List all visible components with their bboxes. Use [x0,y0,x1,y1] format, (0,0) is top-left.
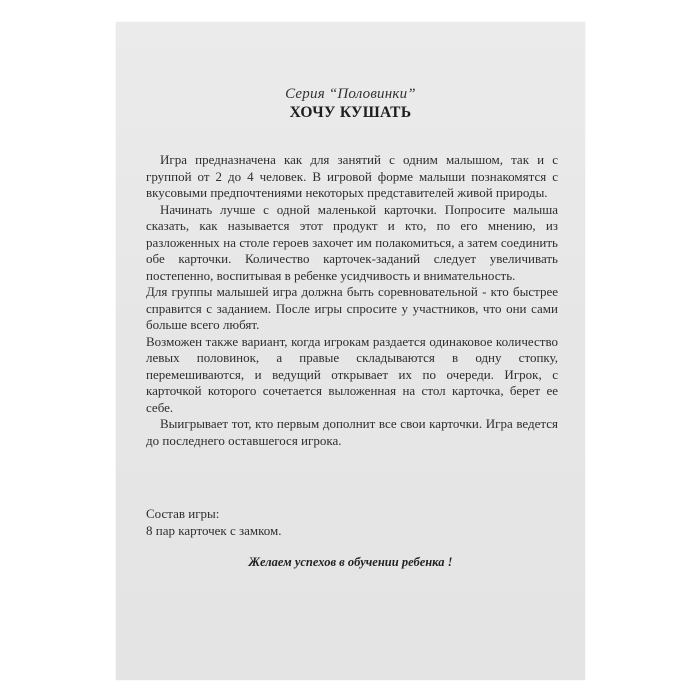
closing-wish: Желаем успехов в обучении ребенка ! [248,555,453,569]
instruction-sheet [116,22,585,680]
instructions-body [146,152,558,449]
paragraph-group: Для группы малышей игра должна быть соревновательной - кто быстрее справится с заданием. После игры спросите у участников, что они сами больше всего любят. [146,284,558,332]
composition-block [146,506,282,539]
series-subtitle: Серия “Половинки” [285,86,416,102]
composition-value: 8 пар карточек с замком. [146,522,282,538]
paragraph-start: Начинать лучше с одной маленькой карточки. Попросите малыша сказать, как называется этот продукт и кто, по его мнению, из разложенных на столе героев захочет им полакомиться, а затем соединить обе карточки. Количество карточек-заданий следует увеличивать постепенно, воспитывая в ребенке усидчивость и внимательность. [146,201,558,283]
document-title: ХОЧУ КУШАТЬ [289,104,412,121]
composition-label: Состав игры: [146,506,220,521]
paragraph-variant: Возможен также вариант, когда игрокам раздается одинаковое количество левых половинок, а правые складываются в одну стопку, перемешиваются, и ведущий открывает их по очереди. Игрок, с карточкой которого сочетается выложенная на стол карточка, берет ее себе. [146,333,558,415]
paragraph-winner: Выигрывает тот, кто первым дополнит все свои карточки. Игра ведется до последнего оставшегося игрока. [146,416,558,448]
paragraph-intro: Игра предназначена как для занятий с одним малышом, так и с группой от 2 до 4 человек. В игровой форме малыши познакомятся с вкусовыми предпочтениями некоторых представителей живой природы. [146,152,558,200]
